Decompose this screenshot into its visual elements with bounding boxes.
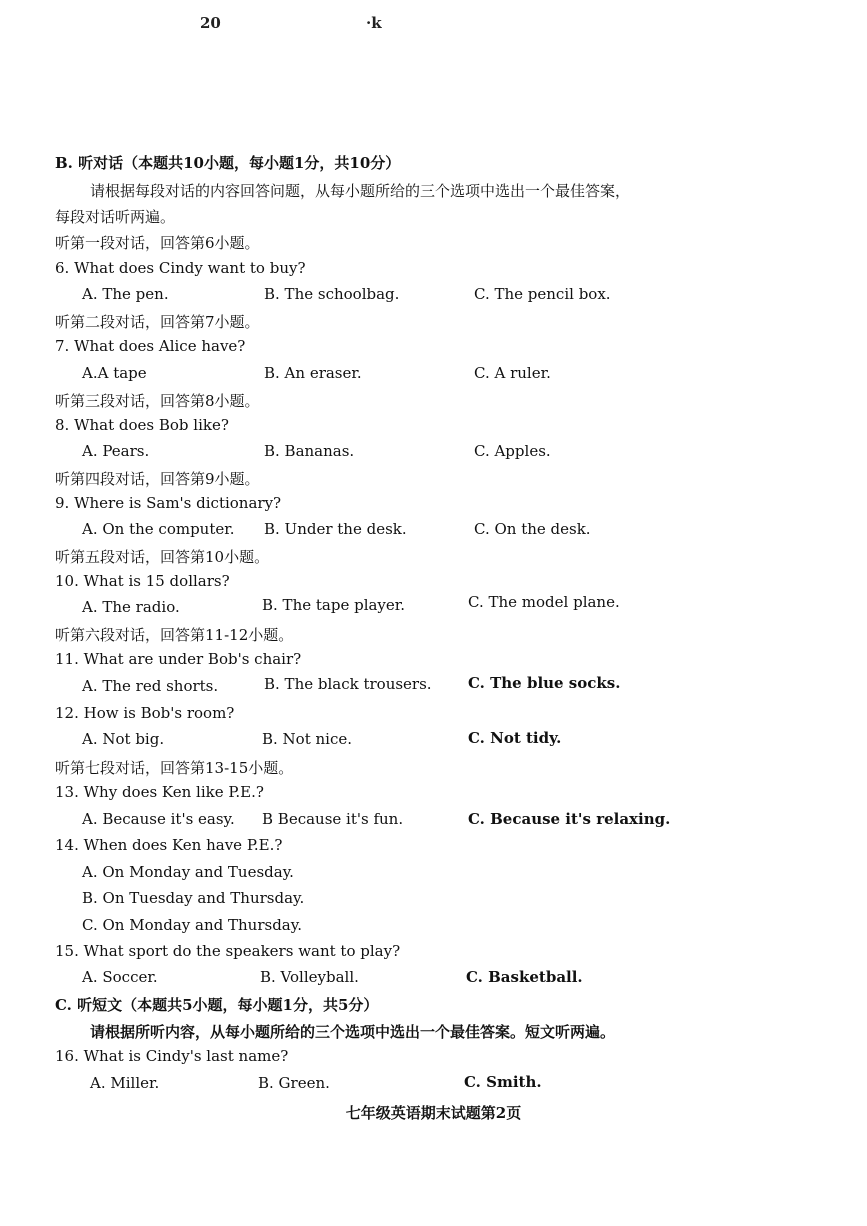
q6-option-b: B. The schoolbag. xyxy=(264,285,400,303)
question-12: 12. How is Bob's room? xyxy=(55,704,235,722)
section-b-instruction-line1: 请根据每段对话的内容回答问题，从每小题所给的三个选项中选出一个最佳答案， xyxy=(90,182,631,200)
q9-option-a: A. On the computer. xyxy=(82,520,235,538)
q13-option-a: A. Because it's easy. xyxy=(82,810,235,828)
q7-option-a: A.A tape xyxy=(82,364,147,382)
q7-option-b: B. An eraser. xyxy=(264,364,362,382)
section-c-instruction: 请根据所听内容，从每小题所给的三个选项中选出一个最佳答案。短文听两遍。 xyxy=(90,1023,616,1041)
q8-option-c: C. Apples. xyxy=(474,442,551,460)
q10-option-b: B. The tape player. xyxy=(262,596,406,614)
q9-option-b: B. Under the desk. xyxy=(264,520,407,538)
q8-option-b: B. Bananas. xyxy=(264,442,355,460)
page-header-fragment xyxy=(200,14,400,32)
section-b-instruction-line2: 每段对话听两遍。 xyxy=(55,208,176,226)
q10-option-a: A. The radio. xyxy=(82,598,180,616)
question-16: 16. What is Cindy's last name? xyxy=(55,1047,289,1065)
q11-option-c: C. The blue socks. xyxy=(468,674,621,692)
dialogue-cue-5: 听第五段对话，回答第10小题。 xyxy=(55,548,270,566)
header-fragment-right: ·k xyxy=(366,14,382,32)
q15-option-a: A. Soccer. xyxy=(82,968,158,986)
q10-option-c: C. The model plane. xyxy=(468,593,620,611)
question-11: 11. What are under Bob's chair? xyxy=(55,650,302,668)
q6-option-c: C. The pencil box. xyxy=(474,285,611,303)
question-8: 8. What does Bob like? xyxy=(55,416,229,434)
q15-option-b: B. Volleyball. xyxy=(260,968,359,986)
dialogue-cue-6: 听第六段对话，回答第11-12小题。 xyxy=(55,626,294,644)
dialogue-cue-7: 听第七段对话，回答第13-15小题。 xyxy=(55,759,294,777)
q16-option-c: C. Smith. xyxy=(464,1073,542,1091)
header-fragment-left: 20 xyxy=(200,14,221,32)
question-10: 10. What is 15 dollars? xyxy=(55,572,230,590)
q13-option-b: B Because it's fun. xyxy=(262,810,404,828)
q12-option-b: B. Not nice. xyxy=(262,730,353,748)
question-9: 9. Where is Sam's dictionary? xyxy=(55,494,282,512)
q16-option-a: A. Miller. xyxy=(90,1074,160,1092)
q16-option-b: B. Green. xyxy=(258,1074,330,1092)
question-6: 6. What does Cindy want to buy? xyxy=(55,259,306,277)
q12-option-c: C. Not tidy. xyxy=(468,729,562,747)
dialogue-cue-1: 听第一段对话，回答第6小题。 xyxy=(55,234,260,252)
question-7: 7. What does Alice have? xyxy=(55,337,246,355)
q9-option-c: C. On the desk. xyxy=(474,520,591,538)
q12-option-a: A. Not big. xyxy=(82,730,165,748)
q14-option-c: C. On Monday and Thursday. xyxy=(82,916,303,934)
q15-option-c: C. Basketball. xyxy=(466,968,583,986)
question-13: 13. Why does Ken like P.E.? xyxy=(55,783,264,801)
q6-option-a: A. The pen. xyxy=(82,285,169,303)
section-b-title: B. 听对话（本题共10小题，每小题1分，共10分） xyxy=(55,154,401,172)
q11-option-b: B. The black trousers. xyxy=(264,675,432,693)
q8-option-a: A. Pears. xyxy=(82,442,150,460)
dialogue-cue-4: 听第四段对话，回答第9小题。 xyxy=(55,470,260,488)
dialogue-cue-3: 听第三段对话，回答第8小题。 xyxy=(55,392,260,410)
q7-option-c: C. A ruler. xyxy=(474,364,551,382)
dialogue-cue-2: 听第二段对话，回答第7小题。 xyxy=(55,313,260,331)
page-footer: 七年级英语期末试题第2页 xyxy=(345,1104,522,1122)
q14-option-a: A. On Monday and Tuesday. xyxy=(82,863,294,881)
q13-option-c: C. Because it's relaxing. xyxy=(468,810,671,828)
q14-option-b: B. On Tuesday and Thursday. xyxy=(82,889,305,907)
question-14: 14. When does Ken have P.E.? xyxy=(55,836,283,854)
section-c-title: C. 听短文（本题共5小题，每小题1分，共5分） xyxy=(55,996,379,1014)
q11-option-a: A. The red shorts. xyxy=(82,677,219,695)
question-15: 15. What sport do the speakers want to play? xyxy=(55,942,401,960)
